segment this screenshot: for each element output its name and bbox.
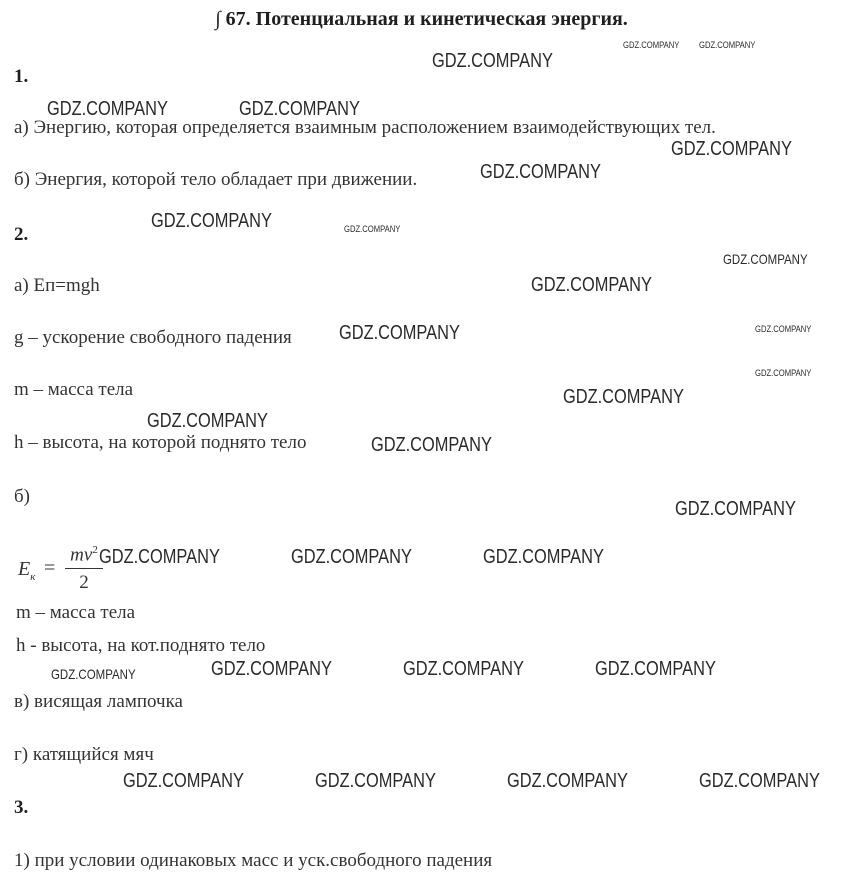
question-2-g-definition: g – ускорение свободного падения xyxy=(14,327,292,348)
question-2-number: 2. xyxy=(14,224,29,245)
watermark: GDZ.COMPANY xyxy=(699,770,820,792)
watermark: GDZ.COMPANY xyxy=(723,251,808,267)
question-2-answer-g: г) катящийся мяч xyxy=(14,744,154,765)
question-2-m-definition-2: m – масса тела xyxy=(16,602,136,623)
formula-equals: = xyxy=(44,557,56,579)
question-2-answer-b: б) xyxy=(14,486,30,507)
watermark: GDZ.COMPANY xyxy=(99,546,220,568)
watermark: GDZ.COMPANY xyxy=(755,324,812,334)
watermark: GDZ.COMPANY xyxy=(47,98,168,120)
question-3-number: 3. xyxy=(14,797,29,818)
question-1-answer-a: а) Энергию, которая определяется взаимным расположением взаимодействующих тел. xyxy=(14,117,716,138)
question-1-answer-b: б) Энергия, которой тело обладает при движении. xyxy=(14,169,418,190)
formula-lhs: $E_к$ xyxy=(18,558,36,583)
page-title: ∫ 67. Потенциальная и кинетическая энергия. xyxy=(215,8,628,30)
watermark: GDZ.COMPANY xyxy=(675,498,796,520)
watermark: GDZ.COMPANY xyxy=(531,274,652,296)
watermark: GDZ.COMPANY xyxy=(151,210,272,232)
watermark: GDZ.COMPANY xyxy=(699,40,756,50)
question-2-h-definition-2: h - высота, на кот.поднято тело xyxy=(16,635,266,656)
watermark: GDZ.COMPANY xyxy=(315,770,436,792)
watermark: GDZ.COMPANY xyxy=(51,666,136,682)
formula-denominator: 2 xyxy=(79,572,89,594)
watermark: GDZ.COMPANY xyxy=(403,658,524,680)
watermark: GDZ.COMPANY xyxy=(595,658,716,680)
watermark: GDZ.COMPANY xyxy=(671,138,792,160)
watermark: GDZ.COMPANY xyxy=(239,98,360,120)
question-2-h-definition: h – высота, на которой поднято тело xyxy=(14,432,307,453)
formula-numerator: $mv^2$ xyxy=(70,544,98,566)
question-2-m-definition: m – масса тела xyxy=(14,379,134,400)
formula-fraction-bar xyxy=(65,568,103,569)
watermark: GDZ.COMPANY xyxy=(480,161,601,183)
watermark: GDZ.COMPANY xyxy=(339,322,460,344)
question-3-item-1: 1) при условии одинаковых масс и уск.свободного падения xyxy=(14,850,493,871)
question-2-answer-v: в) висящая лампочка xyxy=(14,691,183,712)
watermark: GDZ.COMPANY xyxy=(483,546,604,568)
watermark: GDZ.COMPANY xyxy=(147,410,268,432)
watermark: GDZ.COMPANY xyxy=(344,224,401,234)
watermark: GDZ.COMPANY xyxy=(755,368,812,378)
watermark: GDZ.COMPANY xyxy=(371,434,492,456)
question-2-answer-a: а) Eп=mgh xyxy=(14,275,100,296)
watermark: GDZ.COMPANY xyxy=(211,658,332,680)
watermark: GDZ.COMPANY xyxy=(623,40,680,50)
watermark: GDZ.COMPANY xyxy=(563,386,684,408)
watermark: GDZ.COMPANY xyxy=(432,50,553,72)
formula-fraction xyxy=(64,538,104,595)
watermark: GDZ.COMPANY xyxy=(123,770,244,792)
watermark: GDZ.COMPANY xyxy=(291,546,412,568)
question-1-number: 1. xyxy=(14,66,29,87)
watermark: GDZ.COMPANY xyxy=(507,770,628,792)
